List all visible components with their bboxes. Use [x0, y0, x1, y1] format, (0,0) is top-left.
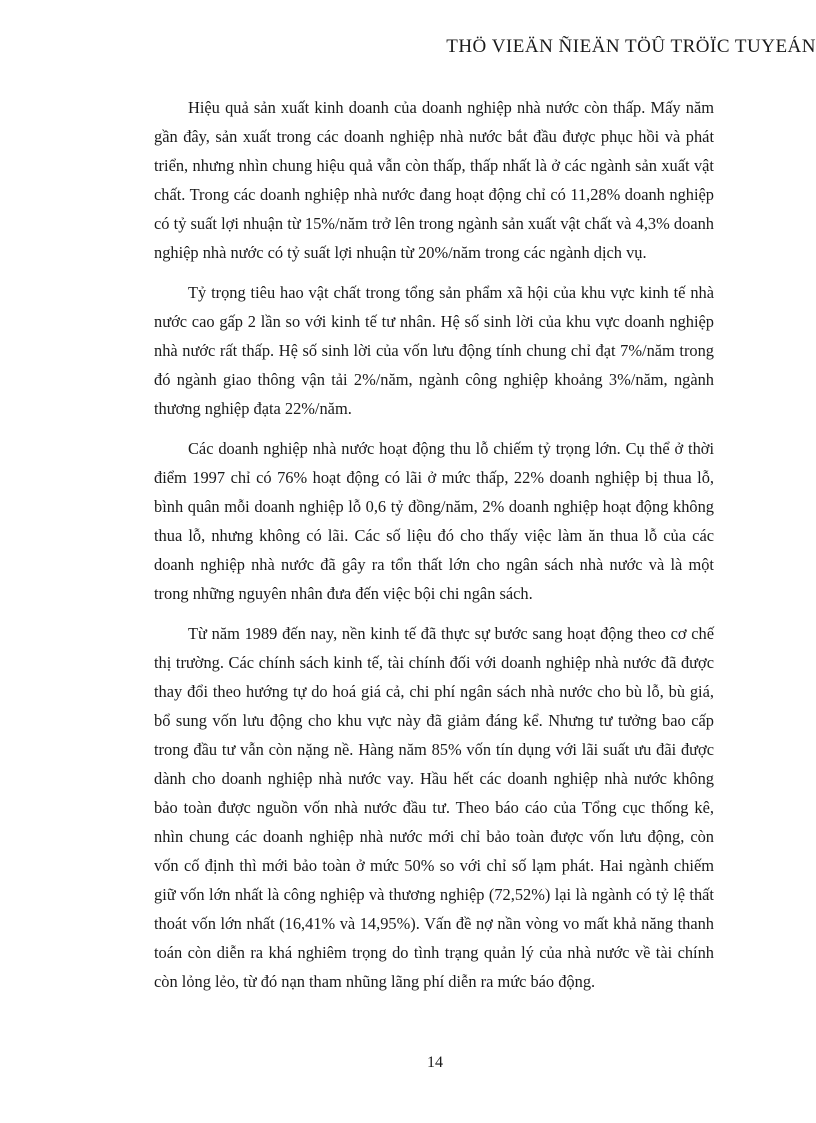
page-number: 14	[427, 1054, 443, 1071]
paragraph-market-mechanism: Từ năm 1989 đến nay, nền kinh tế đã thực sự bước sang hoạt động theo cơ chế thị trường. Các chính sách kinh tế, tài chính đối với doanh nghiệp nhà nước đã được thay đổi theo hướng tự do hoá giá cả, chi phí ngân sách nhà nước cho bù lỗ, bù giá, bổ sung vốn lưu động cho khu vực này đã giảm đáng kể. Nhưng tư tưởng bao cấp trong đầu tư vẫn còn nặng nề. Hàng năm 85% vốn tín dụng với lãi suất ưu đãi được dành cho doanh nghiệp nhà nước vay. Hầu hết các doanh nghiệp nhà nước không bảo toàn được nguồn vốn nhà nước đầu tư. Theo báo cáo của Tổng cục thống kê, nhìn chung các doanh nghiệp nhà nước mới chỉ bảo toàn được vốn lưu động, còn vốn cố định thì mới bảo toàn ở mức 50% so với chỉ số lạm phát. Hai ngành chiếm giữ vốn lớn nhất là công nghiệp và thương nghiệp (72,52%) lại là ngành có tỷ lệ thất thoát vốn lớn nhất (16,41% và 14,95%). Vấn đề nợ nần vòng vo mất khả năng thanh toán còn diễn ra khá nghiêm trọng do tình trạng quản lý của nhà nước về tài chính còn lỏng lẻo, từ đó nạn tham nhũng lãng phí diễn ra mức báo động.	[154, 624, 714, 991]
paragraph-material-consumption: Tỷ trọng tiêu hao vật chất trong tổng sản phẩm xã hội của khu vực kinh tế nhà nước cao gấp 2 lần so với kinh tế tư nhân. Hệ số sinh lời của khu vực doanh nghiệp nhà nước rất thấp. Hệ số sinh lời của vốn lưu động tính chung chỉ đạt 7%/năm trong đó ngành giao thông vận tải 2%/năm, ngành công nghiệp khoảng 3%/năm, ngành thương nghiệp đạta 22%/năm.	[154, 283, 714, 418]
paragraph-losses: Các doanh nghiệp nhà nước hoạt động thu lỗ chiếm tỷ trọng lớn. Cụ thể ở thời điểm 1997 chỉ có 76% hoạt động có lãi ở mức thấp, 22% doanh nghiệp bị thua lỗ, bình quân mỗi doanh nghiệp lỗ 0,6 tỷ đồng/năm, 2% doanh nghiệp hoạt động không thua lỗ, nhưng không có lãi. Các số liệu đó cho thấy việc làm ăn thua lỗ của các doanh nghiệp nhà nước đã gây ra tổn thất lớn cho ngân sách nhà nước và là một trong những nguyên nhân đưa đến việc bội chi ngân sách.	[154, 439, 714, 603]
paragraph-efficiency: Hiệu quả sản xuất kinh doanh của doanh nghiệp nhà nước còn thấp. Mấy năm gần đây, sản xuất trong các doanh nghiệp nhà nước bắt đầu được phục hồi và phát triển, nhưng nhìn chung hiệu quả vẫn còn thấp, thấp nhất là ở các ngành sản xuất vật chất. Trong các doanh nghiệp nhà nước đang hoạt động chỉ có 11,28% doanh nghiệp có tỷ suất lợi nhuận từ 15%/năm trở lên trong ngành sản xuất vật chất và 4,3% doanh nghiệp nhà nước có tỷ suất lợi nhuận từ 20%/năm trong các ngành dịch vụ.	[154, 98, 714, 262]
body-text	[154, 93, 714, 1007]
running-header: THÖ VIEÄN ÑIEÄN TÖÛ TRÖÏC TUYEÁN	[446, 36, 816, 57]
